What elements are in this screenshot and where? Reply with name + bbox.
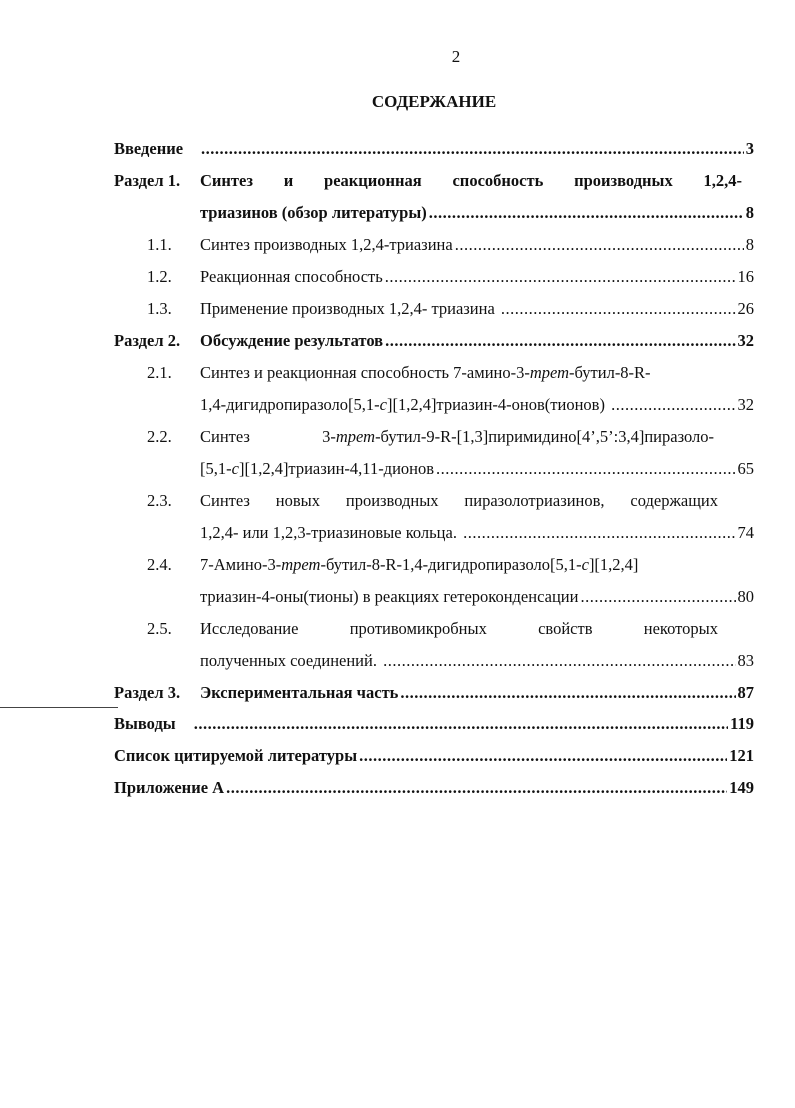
toc-section-label: Раздел 2. <box>114 331 181 350</box>
toc-number: 2.1. <box>147 363 172 382</box>
toc-page: 8 <box>745 203 754 222</box>
toc-leader <box>501 296 736 322</box>
toc-entry-2-3[interactable]: 2.3. Синтез новых производных пиразолотриазинов, содержащих <box>114 488 754 514</box>
margin-rule <box>0 707 118 708</box>
toc-label: Введение <box>114 139 184 158</box>
toc-entry-2-3-cont[interactable]: 1,2,4- или 1,2,3-триазиновые кольца. ..... 74 <box>114 520 754 546</box>
toc-leader <box>385 328 735 354</box>
toc-leader <box>226 775 727 801</box>
toc-entry-2-4-cont[interactable]: триазин-4-оны(тионы) в реакциях гетероконденсации ..... 80 <box>114 584 754 610</box>
toc-entry-section-2[interactable]: Раздел 2. Обсуждение результатов ..... 32 <box>114 328 754 354</box>
toc-number: 2.3. <box>147 491 172 510</box>
toc-entry-section-3[interactable]: Раздел 3. Экспериментальная часть ..... 87 <box>114 680 754 706</box>
toc-leader <box>611 392 735 418</box>
toc-leader <box>194 711 728 737</box>
toc-entry-2-5-cont[interactable]: полученных соединений. ..... 83 <box>114 648 754 674</box>
toc-entry-2-5[interactable]: 2.5. Исследование противомикробных свойств некоторых <box>114 616 754 642</box>
toc-entry-1-3[interactable]: 1.3. Применение производных 1,2,4- триазина ..... 26 <box>114 296 754 322</box>
toc-leader <box>385 264 736 290</box>
toc-leader <box>580 584 735 610</box>
toc-entry-2-2[interactable]: 2.2. Синтез 3-трет-бутил-9-R-[1,3]пиримидино[4’,5’:3,4]пиразоло- <box>114 424 754 450</box>
toc-entry-2-1[interactable]: 2.1. Синтез и реакционная способность 7-амино-3-трет-бутил-8-R- <box>114 360 754 386</box>
toc-leader <box>455 232 744 258</box>
toc-section-label: Раздел 3. <box>114 683 181 702</box>
toc-entry-2-4[interactable]: 2.4. 7-Амино-3-трет-бутил-8-R-1,4-дигидропиразоло[5,1-c][1,2,4] <box>114 552 754 578</box>
toc-number: 1.3. <box>147 299 172 318</box>
toc-entry-section-1[interactable]: Раздел 1. Синтез и реакционная способность производных 1,2,4- <box>114 168 754 194</box>
toc-entry-2-2-cont[interactable]: [5,1-c][1,2,4]триазин-4,11-дионов ..... 65 <box>114 456 754 482</box>
toc-leader <box>359 743 727 769</box>
toc-page: 3 <box>745 139 754 158</box>
toc-number: 1.2. <box>147 267 172 286</box>
toc-leader <box>383 648 735 674</box>
page-number: 2 <box>451 47 461 66</box>
toc-entry-section-1-cont[interactable] <box>114 200 754 226</box>
toc-entry-conclusions[interactable]: Выводы ..... 119 <box>114 711 754 737</box>
toc-entry-2-1-cont[interactable]: 1,4-дигидропиразоло[5,1-c][1,2,4]триазин-4-онов(тионов) ..... 32 <box>114 392 754 418</box>
toc-number: 2.2. <box>147 427 172 446</box>
toc-entry-1-1[interactable]: 1.1. Синтез производных 1,2,4-триазина ..... 8 <box>114 232 754 258</box>
toc-entry-references[interactable]: Список цитируемой литературы ..... 121 <box>114 743 754 769</box>
toc-entry-1-2[interactable]: 1.2. Реакционная способность ..... 16 <box>114 264 754 290</box>
toc-number: 2.5. <box>147 619 172 638</box>
toc-leader <box>463 520 735 546</box>
toc-leader <box>400 680 735 706</box>
toc-section-label: Раздел 1. <box>114 171 181 190</box>
toc-number: 2.4. <box>147 555 172 574</box>
toc-number: 1.1. <box>147 235 172 254</box>
page-title: СОДЕРЖАНИЕ <box>371 92 497 111</box>
toc-leader <box>436 456 735 482</box>
toc-leader <box>429 200 744 226</box>
toc-label: триазинов (обзор литературы) <box>200 203 427 222</box>
toc-leader <box>201 136 744 162</box>
toc-entry-intro[interactable] <box>114 136 754 162</box>
toc-entry-appendix[interactable]: Приложение А ..... 149 <box>114 775 754 801</box>
